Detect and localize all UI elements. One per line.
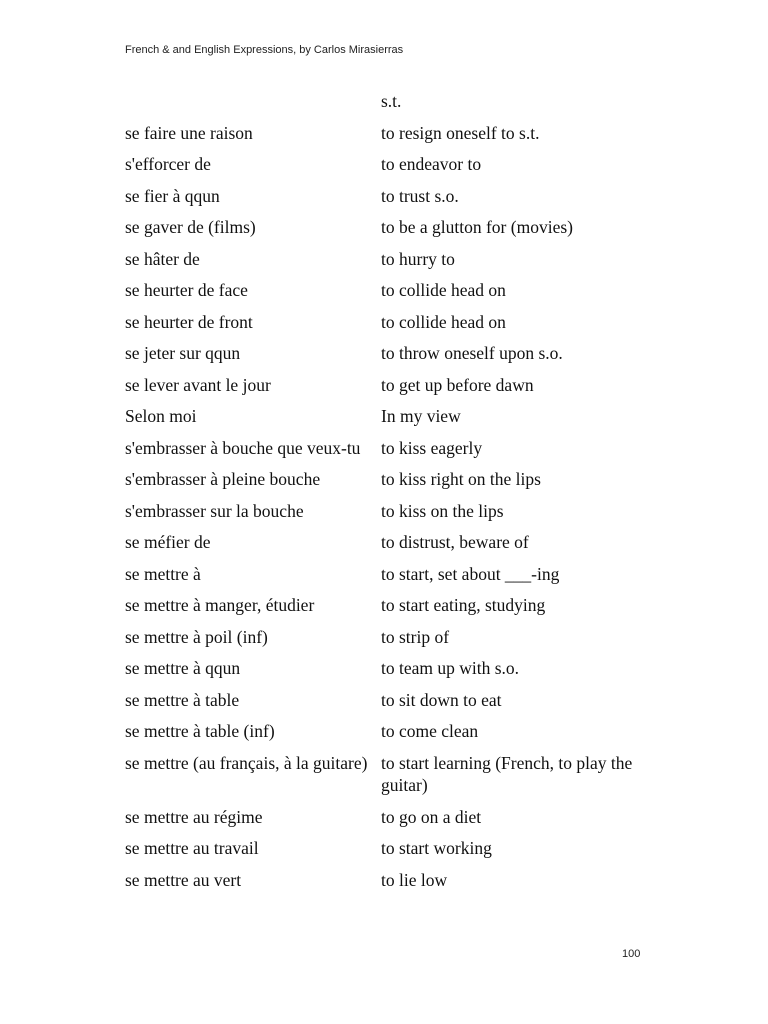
table-row [125,153,655,185]
english-cell: to hurry to [381,248,455,269]
expressions-table [125,90,655,900]
french-cell: se gaver de (films) [125,217,256,237]
english-cell: to go on a diet [381,806,482,827]
french-cell: se faire une raison [125,122,253,143]
english-cell: to start learning (French, to play the guitar) [381,752,633,795]
french-cell: s'efforcer de [125,154,211,174]
english-cell: to distrust, beware of [381,532,529,552]
table-row [125,374,655,406]
table-row [125,342,655,374]
table-row [125,689,655,721]
french-cell: se fier à qqun [125,185,220,206]
french-cell: se mettre à qqun [125,658,241,678]
english-cell: to start eating, studying [381,595,546,615]
english-cell: to strip of [381,626,450,647]
french-cell: se hâter de [125,248,200,269]
english-cell: to throw oneself upon s.o. [381,343,563,363]
table-row [125,626,655,658]
french-cell: se mettre à poil (inf) [125,626,268,647]
french-cell: se lever avant le jour [125,374,271,395]
english-cell: to start working [381,838,492,858]
page-number: 100 [622,948,641,960]
french-cell: se jeter sur qqun [125,343,241,363]
french-cell: se mettre à [125,563,201,584]
french-cell: se heurter de front [125,311,253,332]
table-row [125,216,655,248]
french-cell: se mettre à table (inf) [125,721,275,741]
french-cell: se heurter de face [125,280,248,300]
english-cell: to come clean [381,721,479,741]
table-row [125,563,655,595]
table-row [125,657,655,689]
english-cell: to trust s.o. [381,185,459,206]
french-cell: se mettre au régime [125,806,263,827]
english-cell: to resign oneself to s.t. [381,122,540,143]
english-cell: to collide head on [381,311,506,332]
french-cell: s'embrasser sur la bouche [125,500,304,521]
table-row [125,837,655,869]
table-row [125,185,655,217]
table-row [125,311,655,343]
french-cell: se mettre à manger, étudier [125,595,315,615]
table-row [125,500,655,532]
table-row [125,531,655,563]
table-row [125,248,655,280]
table-row [125,122,655,154]
english-cell: to collide head on [381,280,506,300]
french-cell: se méfier de [125,532,211,552]
english-cell: to kiss right on the lips [381,469,541,489]
french-cell [125,90,381,113]
french-cell: se mettre (au français, à la guitare) [125,752,368,773]
table-row [125,279,655,311]
english-cell: to be a glutton for (movies) [381,217,573,237]
table-row [125,437,655,469]
french-cell: s'embrasser à bouche que veux-tu [125,437,361,458]
table-row [125,869,655,901]
english-cell: to kiss on the lips [381,500,504,521]
french-cell: Selon moi [125,406,197,426]
english-cell: to get up before dawn [381,374,534,395]
table-row [125,752,655,806]
table-row [125,468,655,500]
table-row [125,594,655,626]
running-header: French & and English Expressions, by Carlos Mirasierras [125,44,404,56]
english-cell: to endeavor to [381,154,482,174]
table-row [125,720,655,752]
french-cell: se mettre au vert [125,869,242,890]
table-row [125,806,655,838]
english-cell: to lie low [381,869,448,890]
english-cell: to kiss eagerly [381,437,483,458]
french-cell: se mettre à table [125,689,240,710]
table-row-continuation [125,90,655,122]
french-cell: se mettre au travail [125,838,259,858]
english-cell: to team up with s.o. [381,658,520,678]
english-cell: s.t. [381,91,402,111]
french-cell: s'embrasser à pleine bouche [125,469,321,489]
english-cell: to sit down to eat [381,689,502,710]
english-cell: to start, set about ___-ing [381,563,560,584]
english-cell: In my view [381,406,461,426]
table-row [125,405,655,437]
